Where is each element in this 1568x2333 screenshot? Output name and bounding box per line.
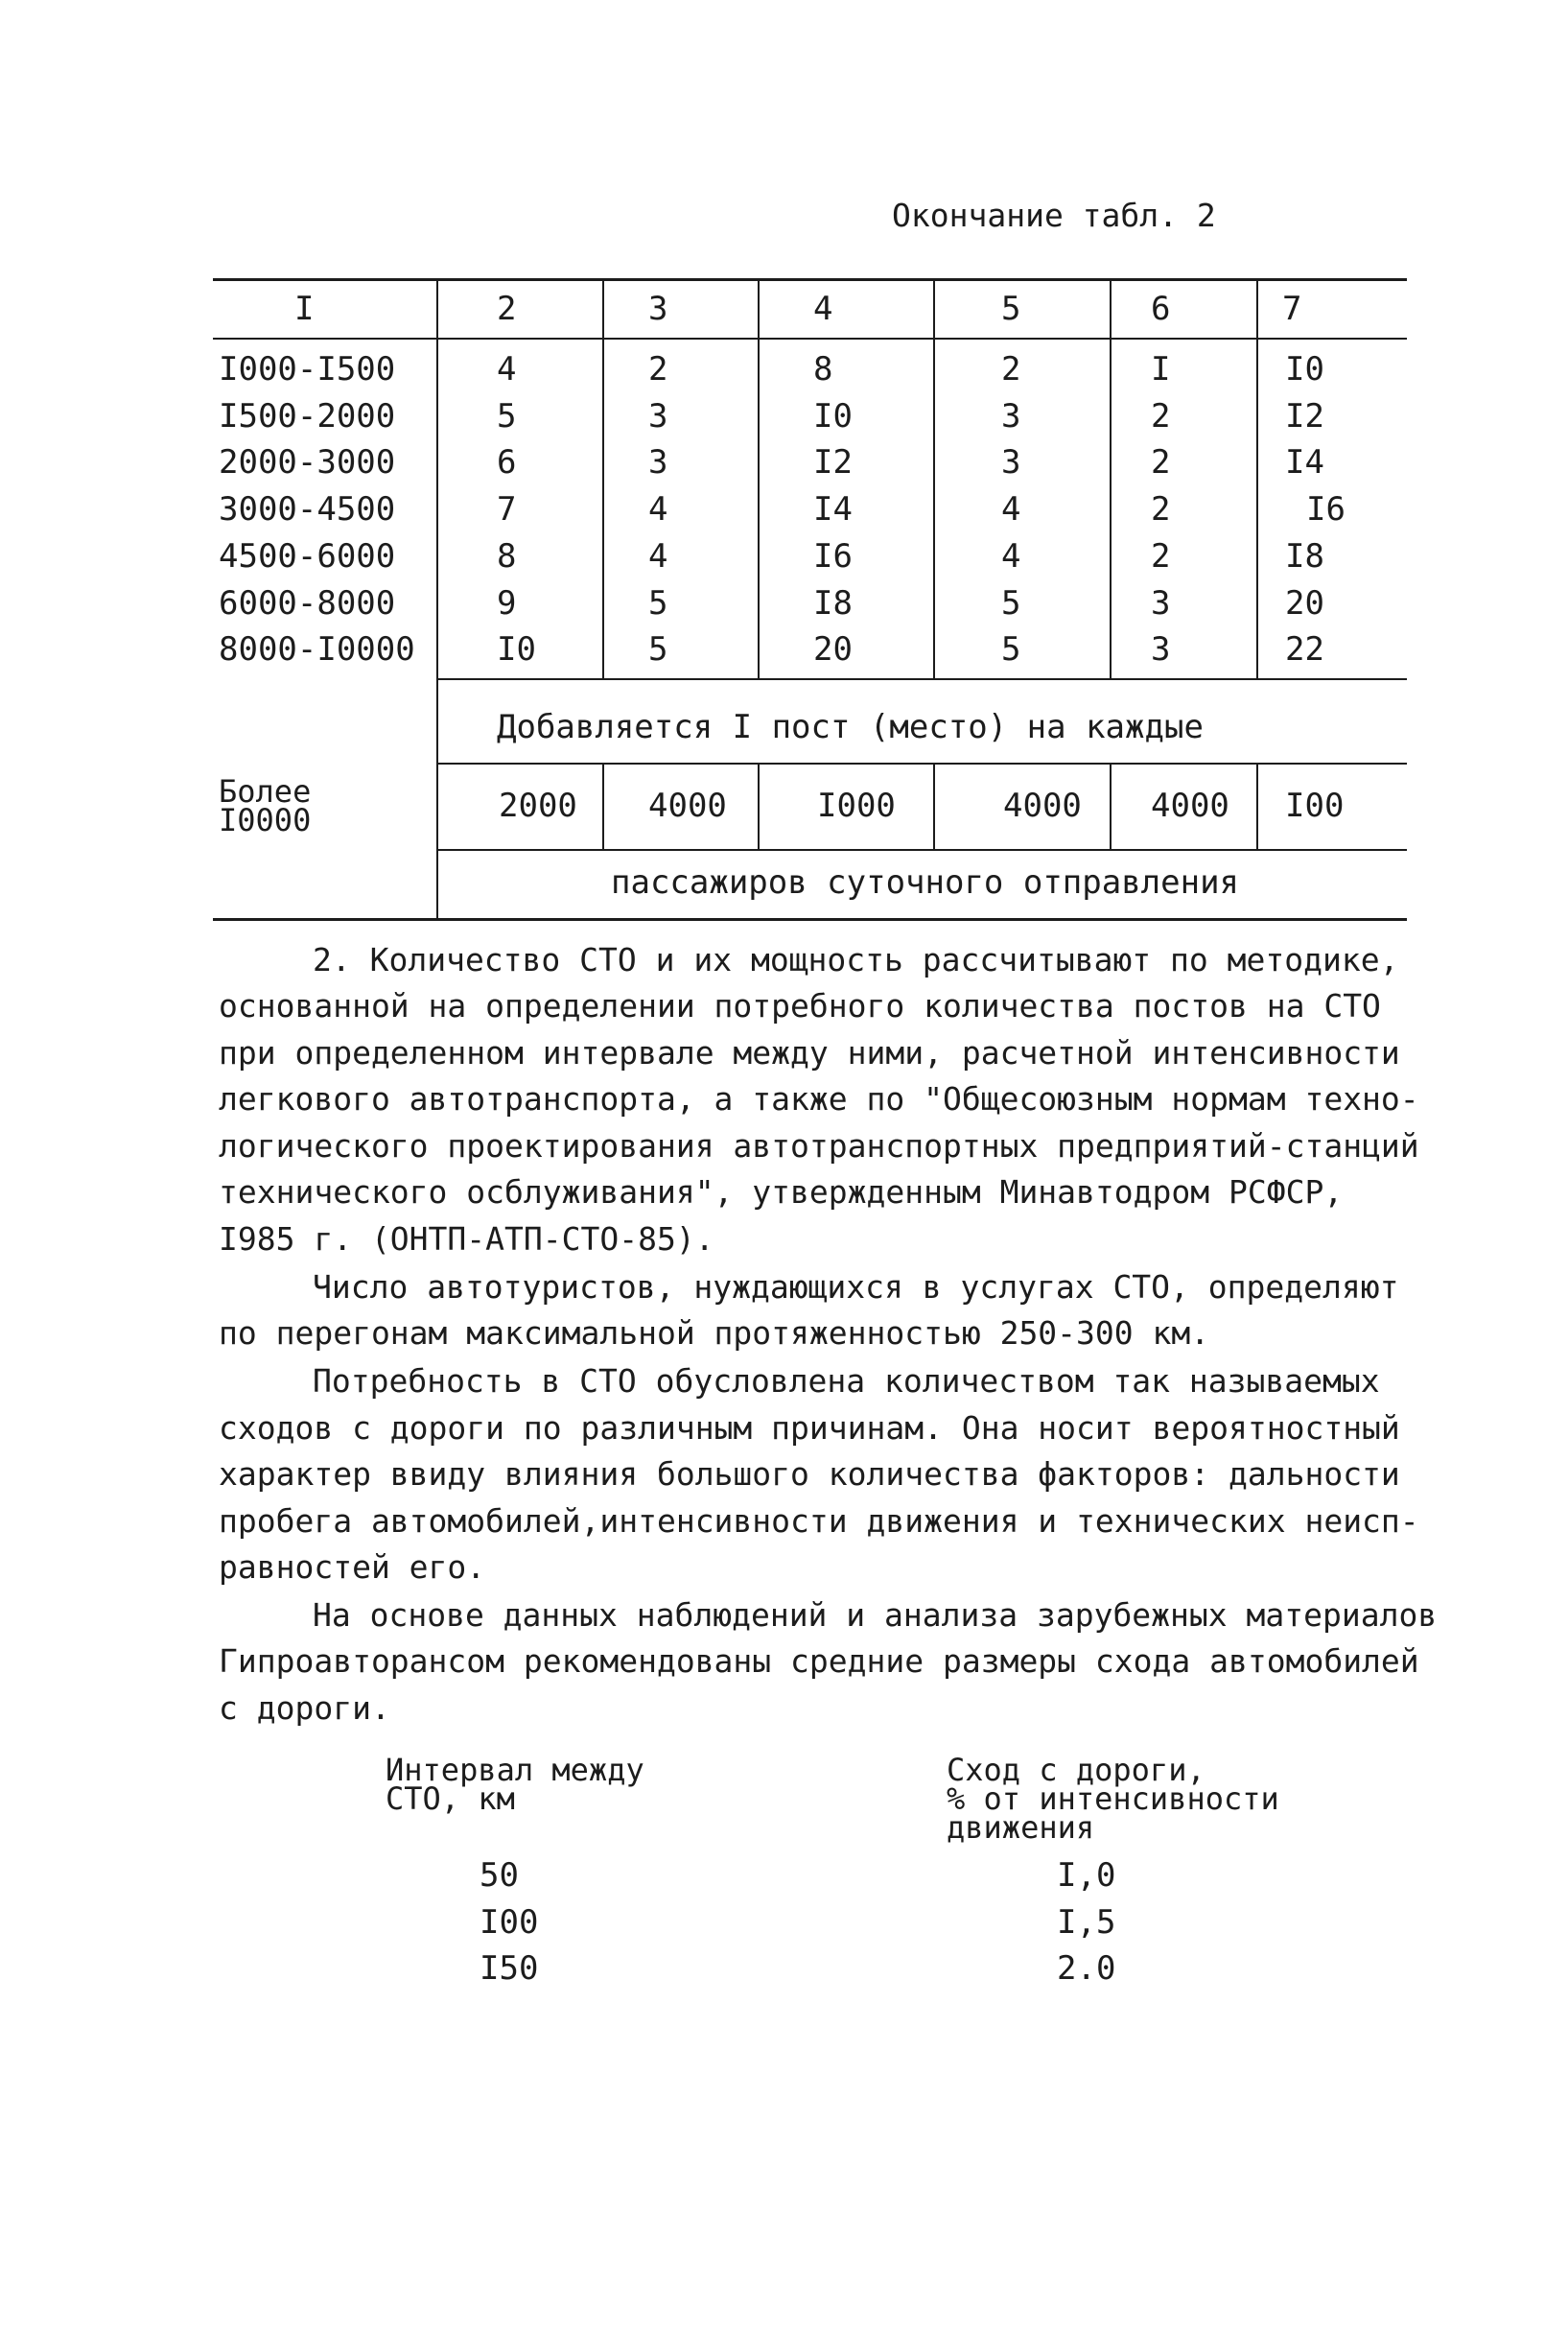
table-cell: I8 (813, 584, 853, 623)
table-cell: 5 (648, 630, 668, 669)
table-cell: 4500-6000 (219, 537, 396, 576)
table-cell: I0 (1285, 350, 1324, 389)
table-more-value: I00 (1285, 787, 1345, 825)
paragraph-line: Потребность в СТО обусловлена количеством так называемых (313, 1362, 1380, 1400)
table-caption: Окончание табл. 2 (892, 197, 1216, 234)
table-cell: I6 (1306, 490, 1346, 529)
table-header-cell: 7 (1282, 290, 1302, 328)
table-col-rule (758, 278, 760, 678)
table-cell: 20 (1285, 584, 1324, 623)
table-more-value: 4000 (1151, 787, 1229, 825)
paragraph-line: I985 г. (ОНТП-АТП-СТО-85). (219, 1220, 714, 1258)
table-top-rule (213, 278, 1407, 281)
interval-header-right: Сход с дороги, (947, 1752, 1205, 1788)
table-cell: 4 (648, 490, 668, 529)
interval-header-left: СТО, км (386, 1780, 515, 1817)
table-col-rule (1110, 278, 1112, 678)
table-cell: 2 (1001, 350, 1021, 389)
table-header-cell: 4 (813, 290, 833, 328)
table-cell: 4 (1001, 537, 1021, 576)
table-cell: I (1151, 350, 1171, 389)
table-cell: I2 (813, 443, 853, 482)
table-cell: 3000-4500 (219, 490, 396, 529)
paragraph-line: характер ввиду влияния большого количества факторов: дальности (219, 1455, 1400, 1493)
table-cell: 4 (497, 350, 517, 389)
table-cell: 8 (497, 537, 517, 576)
table-cell: 2 (1151, 397, 1171, 436)
table-cell: 5 (497, 397, 517, 436)
table-cell: I0 (813, 397, 853, 436)
table-cell: I500-2000 (219, 397, 396, 436)
table-cell: 3 (648, 397, 668, 436)
table-cell: 6 (497, 443, 517, 482)
interval-cell: I,5 (1057, 1903, 1116, 1942)
table-cell: 6000-8000 (219, 584, 396, 623)
table-more-value: 4000 (1003, 787, 1082, 825)
table-cell: 4 (648, 537, 668, 576)
table-col-rule (933, 763, 935, 849)
paragraph-line: легкового автотранспорта, а также по "Общесоюзным нормам техно- (219, 1080, 1419, 1118)
paragraph-line: пробега автомобилей,интенсивности движения и технических неисп- (219, 1502, 1419, 1540)
paragraph-line: На основе данных наблюдений и анализа зарубежных материалов (313, 1596, 1438, 1634)
table-header-cell: 2 (497, 290, 517, 328)
table-cell: I4 (1285, 443, 1324, 482)
table-cell: 8 (813, 350, 833, 389)
interval-cell: I,0 (1057, 1856, 1116, 1895)
table-more-label-line2: I0000 (219, 802, 312, 838)
table-cell: 20 (813, 630, 853, 669)
table-cell: 5 (1001, 584, 1021, 623)
table-header-cell: 6 (1151, 290, 1171, 328)
table-more-value: I000 (817, 787, 896, 825)
table-cell: 3 (1151, 630, 1171, 669)
paragraph-line: логического проектирования автотранспортных предприятий-станций (219, 1127, 1419, 1165)
paragraph-line: по перегонам максимальной протяженностью 250-300 км. (219, 1314, 1210, 1352)
paragraph-line: Гипроавторансом рекомендованы средние размеры схода автомобилей (219, 1642, 1419, 1680)
table-header-cell: 5 (1001, 290, 1021, 328)
table-col-rule (1256, 278, 1258, 678)
table-col-rule (758, 763, 760, 849)
table-cell: 2 (1151, 490, 1171, 529)
table-col-rule (933, 278, 935, 678)
table-cell: 3 (648, 443, 668, 482)
table-row-rule (436, 678, 1407, 680)
table-passengers-text: пассажиров суточного отправления (611, 863, 1240, 902)
paragraph-line: основанной на определении потребного количества постов на СТО (219, 987, 1381, 1025)
table-header-cell: 3 (648, 290, 668, 328)
table-cell: 2000-3000 (219, 443, 396, 482)
table-cell: 3 (1001, 397, 1021, 436)
table-cell: I6 (813, 537, 853, 576)
interval-header-right: % от интенсивности (947, 1780, 1279, 1817)
interval-header-left: Интервал между (386, 1752, 644, 1788)
interval-cell: 50 (480, 1856, 519, 1895)
table-cell: I000-I500 (219, 350, 396, 389)
table-header-rule (213, 338, 1407, 340)
paragraph-line: равностей его. (219, 1548, 486, 1586)
table-cell: 8000-I0000 (219, 630, 415, 669)
table-cell: 5 (648, 584, 668, 623)
table-more-value: 2000 (499, 787, 577, 825)
table-cell: 2 (1151, 443, 1171, 482)
table-col-rule (1110, 763, 1112, 849)
interval-cell: I00 (480, 1903, 539, 1942)
interval-header-right: движения (947, 1809, 1095, 1846)
paragraph-line: 2. Количество СТО и их мощность рассчитывают по методике, (313, 941, 1399, 978)
paragraph-line: с дороги. (219, 1689, 390, 1727)
table-col-rule (1256, 763, 1258, 849)
table-cell: 9 (497, 584, 517, 623)
paragraph-line: при определенном интервале между ними, расчетной интенсивности (219, 1034, 1400, 1072)
table-cell: 7 (497, 490, 517, 529)
table-more-label-line1: Более (219, 773, 312, 810)
table-more-value: 4000 (648, 787, 727, 825)
table-row-rule (436, 849, 1407, 851)
table-cell: 4 (1001, 490, 1021, 529)
interval-cell: I50 (480, 1949, 539, 1988)
paragraph-line: технического осблуживания", утвержденным Минавтодром РСФСР, (219, 1173, 1344, 1211)
table-col-rule (602, 278, 604, 678)
paragraph-line: сходов с дороги по различным причинам. Она носит вероятностный (219, 1409, 1400, 1447)
table-cell: I2 (1285, 397, 1324, 436)
table-cell: I8 (1285, 537, 1324, 576)
table-cell: 22 (1285, 630, 1324, 669)
table-header-cell: I (294, 290, 315, 328)
table-cell: 2 (1151, 537, 1171, 576)
table-cell: I4 (813, 490, 853, 529)
table-col-rule (436, 278, 438, 921)
table-cell: I0 (497, 630, 536, 669)
table-row-rule (436, 763, 1407, 765)
table-col-rule (602, 763, 604, 849)
paragraph-line: Число автотуристов, нуждающихся в услугах СТО, определяют (313, 1268, 1399, 1306)
table-bottom-rule (213, 918, 1407, 921)
table-cell: 5 (1001, 630, 1021, 669)
interval-cell: 2.0 (1057, 1949, 1116, 1988)
table-cell: 3 (1001, 443, 1021, 482)
table-cell: 3 (1151, 584, 1171, 623)
table-cell: 2 (648, 350, 668, 389)
table-added-text: Добавляется I пост (место) на каждые (497, 708, 1204, 746)
